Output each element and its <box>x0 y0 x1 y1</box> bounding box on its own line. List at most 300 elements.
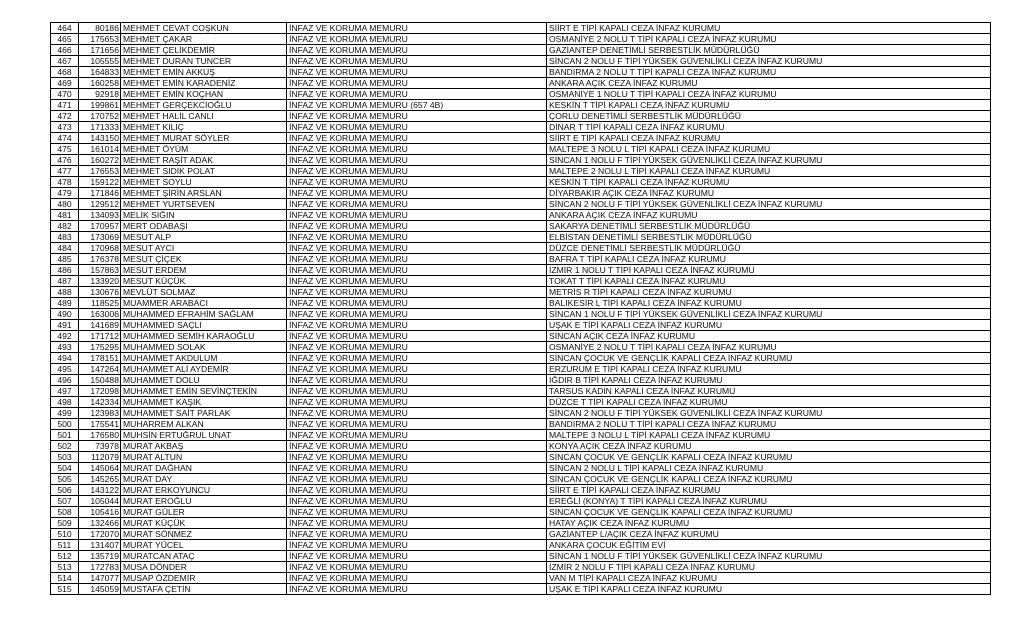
table-row <box>51 397 991 408</box>
job-title-cell: İNFAZ VE KORUMA MEMURU <box>287 122 547 133</box>
row-number-cell: 503 <box>51 452 79 463</box>
person-name-cell: MURAT ALTUN <box>121 452 287 463</box>
registry-number-cell: 175653 <box>79 34 121 45</box>
row-number-cell: 483 <box>51 232 79 243</box>
registry-number-cell: 175541 <box>79 419 121 430</box>
job-title-cell: İNFAZ VE KORUMA MEMURU <box>287 265 547 276</box>
registry-number-cell: 171656 <box>79 45 121 56</box>
registry-number-cell: 173069 <box>79 232 121 243</box>
row-number-cell: 486 <box>51 265 79 276</box>
institution-cell: ELBİSTAN DENETİMLİ SERBESTLİK MÜDÜRLÜĞÜ <box>547 232 991 243</box>
row-number-cell: 479 <box>51 188 79 199</box>
row-number-cell: 478 <box>51 177 79 188</box>
table-row <box>51 518 991 529</box>
institution-cell: BAFRA T TİPİ KAPALI CEZA İNFAZ KURUMU <box>547 254 991 265</box>
institution-cell: DÜZCE T TİPİ KAPALI CEZA İNFAZ KURUMU <box>547 397 991 408</box>
row-number-cell: 481 <box>51 210 79 221</box>
table-row <box>51 254 991 265</box>
row-number-cell: 501 <box>51 430 79 441</box>
table-row <box>51 188 991 199</box>
person-name-cell: MURAT AKBAŞ <box>121 441 287 452</box>
table-row <box>51 452 991 463</box>
institution-cell: SİNCAN 2 NOLU F TİPİ YÜKSEK GÜVENLİKLİ CEZA İNFAZ KURUMU <box>547 199 991 210</box>
person-name-cell: MUHARREM ALKAN <box>121 419 287 430</box>
table-row <box>51 309 991 320</box>
table-row <box>51 89 991 100</box>
row-number-cell: 476 <box>51 155 79 166</box>
registry-number-cell: 170752 <box>79 111 121 122</box>
table-row <box>51 540 991 551</box>
person-name-cell: MURAT YÜCEL <box>121 540 287 551</box>
job-title-cell: İNFAZ VE KORUMA MEMURU <box>287 188 547 199</box>
row-number-cell: 507 <box>51 496 79 507</box>
institution-cell: BANDIRMA 2 NOLU T TİPİ KAPALI CEZA İNFAZ KURUMU <box>547 67 991 78</box>
registry-number-cell: 160272 <box>79 155 121 166</box>
registry-number-cell: 172098 <box>79 386 121 397</box>
row-number-cell: 484 <box>51 243 79 254</box>
job-title-cell: İNFAZ VE KORUMA MEMURU <box>287 463 547 474</box>
institution-cell: METRİS R TİPİ KAPALI CEZA İNFAZ KURUMU <box>547 287 991 298</box>
institution-cell: BANDIRMA 2 NOLU T TİPİ KAPALI CEZA İNFAZ KURUMU <box>547 419 991 430</box>
registry-number-cell: 118525 <box>79 298 121 309</box>
row-number-cell: 505 <box>51 474 79 485</box>
table-row <box>51 496 991 507</box>
person-name-cell: MURAT EROĞLU <box>121 496 287 507</box>
institution-cell: TARSUS KADIN KAPALI CEZA İNFAZ KURUMU <box>547 386 991 397</box>
institution-cell: GAZİANTEP L/AÇIK CEZA İNFAZ KURUMU <box>547 529 991 540</box>
registry-number-cell: 105044 <box>79 496 121 507</box>
job-title-cell: İNFAZ VE KORUMA MEMURU <box>287 309 547 320</box>
table-row <box>51 584 991 595</box>
row-number-cell: 490 <box>51 309 79 320</box>
institution-cell: VAN M TİPİ KAPALI CEZA İNFAZ KURUMU <box>547 573 991 584</box>
institution-cell: BALIKESİR L TİPİ KAPALI CEZA İNFAZ KURUMU <box>547 298 991 309</box>
row-number-cell: 496 <box>51 375 79 386</box>
row-number-cell: 474 <box>51 133 79 144</box>
row-number-cell: 488 <box>51 287 79 298</box>
person-name-cell: MEHMET EMİN AKKUŞ <box>121 67 287 78</box>
job-title-cell: İNFAZ VE KORUMA MEMURU <box>287 364 547 375</box>
person-name-cell: MUHAMMET EMİN SEVİNÇTEKİN <box>121 386 287 397</box>
registry-number-cell: 132466 <box>79 518 121 529</box>
job-title-cell: İNFAZ VE KORUMA MEMURU <box>287 452 547 463</box>
registry-number-cell: 171712 <box>79 331 121 342</box>
registry-number-cell: 73978 <box>79 441 121 452</box>
job-title-cell: İNFAZ VE KORUMA MEMURU <box>287 562 547 573</box>
row-number-cell: 506 <box>51 485 79 496</box>
institution-cell: IĞDIR B TİPİ KAPALI CEZA İNFAZ KURUMU <box>547 375 991 386</box>
row-number-cell: 502 <box>51 441 79 452</box>
person-name-cell: MESUT ÇİÇEK <box>121 254 287 265</box>
row-number-cell: 499 <box>51 408 79 419</box>
registry-number-cell: 163006 <box>79 309 121 320</box>
row-number-cell: 487 <box>51 276 79 287</box>
institution-cell: MALTEPE 3 NOLU L TİPİ KAPALI CEZA İNFAZ KURUMU <box>547 144 991 155</box>
row-number-cell: 469 <box>51 78 79 89</box>
institution-cell: ANKARA AÇIK CEZA İNFAZ KURUMU <box>547 78 991 89</box>
row-number-cell: 491 <box>51 320 79 331</box>
registry-number-cell: 112079 <box>79 452 121 463</box>
job-title-cell: İNFAZ VE KORUMA MEMURU <box>287 243 547 254</box>
registry-number-cell: 129512 <box>79 199 121 210</box>
institution-cell: SİNCAN 2 NOLU F TİPİ YÜKSEK GÜVENLİKLİ CEZA İNFAZ KURUMU <box>547 408 991 419</box>
row-number-cell: 477 <box>51 166 79 177</box>
row-number-cell: 492 <box>51 331 79 342</box>
table-row <box>51 45 991 56</box>
person-name-cell: MUHAMMET AKDULUM <box>121 353 287 364</box>
personnel-table-body <box>51 23 991 595</box>
person-name-cell: MESUT ALP <box>121 232 287 243</box>
job-title-cell: İNFAZ VE KORUMA MEMURU <box>287 430 547 441</box>
table-row <box>51 298 991 309</box>
job-title-cell: İNFAZ VE KORUMA MEMURU <box>287 56 547 67</box>
registry-number-cell: 141689 <box>79 320 121 331</box>
institution-cell: EREĞLİ (KONYA) T TİPİ KAPALI CEZA İNFAZ KURUMU <box>547 496 991 507</box>
job-title-cell: İNFAZ VE KORUMA MEMURU <box>287 320 547 331</box>
job-title-cell: İNFAZ VE KORUMA MEMURU <box>287 507 547 518</box>
table-row <box>51 133 991 144</box>
person-name-cell: MESUT ERDEM <box>121 265 287 276</box>
table-row <box>51 34 991 45</box>
registry-number-cell: 147264 <box>79 364 121 375</box>
row-number-cell: 514 <box>51 573 79 584</box>
table-row <box>51 100 991 111</box>
institution-cell: HATAY AÇIK CEZA İNFAZ KURUMU <box>547 518 991 529</box>
person-name-cell: MUSAP ÖZDEMİR <box>121 573 287 584</box>
table-row <box>51 562 991 573</box>
job-title-cell: İNFAZ VE KORUMA MEMURU <box>287 166 547 177</box>
row-number-cell: 495 <box>51 364 79 375</box>
person-name-cell: MUHAMMET ALİ AYDEMİR <box>121 364 287 375</box>
table-row <box>51 419 991 430</box>
person-name-cell: MEHMET HALİL CANLI <box>121 111 287 122</box>
registry-number-cell: 123983 <box>79 408 121 419</box>
registry-number-cell: 157863 <box>79 265 121 276</box>
table-row <box>51 78 991 89</box>
row-number-cell: 468 <box>51 67 79 78</box>
person-name-cell: MEHMET ÇELİKDEMİR <box>121 45 287 56</box>
table-row <box>51 441 991 452</box>
job-title-cell: İNFAZ VE KORUMA MEMURU <box>287 111 547 122</box>
institution-cell: SİNCAN ÇOCUK VE GENÇLİK KAPALI CEZA İNFAZ KURUMU <box>547 507 991 518</box>
person-name-cell: MEHMET MURAT SÖYLER <box>121 133 287 144</box>
job-title-cell: İNFAZ VE KORUMA MEMURU <box>287 177 547 188</box>
job-title-cell: İNFAZ VE KORUMA MEMURU <box>287 45 547 56</box>
row-number-cell: 494 <box>51 353 79 364</box>
registry-number-cell: 142334 <box>79 397 121 408</box>
table-row <box>51 199 991 210</box>
institution-cell: SİNCAN ÇOCUK VE GENÇLİK KAPALI CEZA İNFAZ KURUMU <box>547 452 991 463</box>
job-title-cell: İNFAZ VE KORUMA MEMURU <box>287 573 547 584</box>
person-name-cell: MESUT AYCI <box>121 243 287 254</box>
registry-number-cell: 130676 <box>79 287 121 298</box>
registry-number-cell: 176580 <box>79 430 121 441</box>
table-row <box>51 287 991 298</box>
institution-cell: SİNCAN 1 NOLU F TİPİ YÜKSEK GÜVENLİKLİ CEZA İNFAZ KURUMU <box>547 309 991 320</box>
table-row <box>51 23 991 34</box>
person-name-cell: MEHMET KILIÇ <box>121 122 287 133</box>
table-row <box>51 375 991 386</box>
job-title-cell: İNFAZ VE KORUMA MEMURU <box>287 89 547 100</box>
registry-number-cell: 172070 <box>79 529 121 540</box>
registry-number-cell: 133920 <box>79 276 121 287</box>
institution-cell: MALTEPE 2 NOLU L TİPİ KAPALI CEZA İNFAZ KURUMU <box>547 166 991 177</box>
table-row <box>51 111 991 122</box>
registry-number-cell: 147077 <box>79 573 121 584</box>
person-name-cell: MEHMET DURAN TUNCER <box>121 56 287 67</box>
institution-cell: SİNCAN ÇOCUK VE GENÇLİK KAPALI CEZA İNFAZ KURUMU <box>547 474 991 485</box>
registry-number-cell: 145059 <box>79 584 121 595</box>
person-name-cell: MEHMET YURTSEVEN <box>121 199 287 210</box>
registry-number-cell: 161014 <box>79 144 121 155</box>
institution-cell: ERZURUM E TİPİ KAPALI CEZA İNFAZ KURUMU <box>547 364 991 375</box>
table-row <box>51 474 991 485</box>
person-name-cell: MEHMET RAŞİT ADAK <box>121 155 287 166</box>
job-title-cell: İNFAZ VE KORUMA MEMURU <box>287 221 547 232</box>
row-number-cell: 471 <box>51 100 79 111</box>
person-name-cell: MEHMET SIDIK POLAT <box>121 166 287 177</box>
person-name-cell: MURAT KÜÇÜK <box>121 518 287 529</box>
row-number-cell: 511 <box>51 540 79 551</box>
institution-cell: OSMANİYE 1 NOLU T TİPİ KAPALI CEZA İNFAZ KURUMU <box>547 89 991 100</box>
table-row <box>51 386 991 397</box>
person-name-cell: MEHMET EMİN KARADENİZ <box>121 78 287 89</box>
institution-cell: SİNCAN 2 NOLU L TİPİ KAPALI CEZA İNFAZ KURUMU <box>547 463 991 474</box>
table-row <box>51 320 991 331</box>
institution-cell: UŞAK E TİPİ KAPALI CEZA İNFAZ KURUMU <box>547 584 991 595</box>
institution-cell: OSMANİYE 2 NOLU T TİPİ KAPALI CEZA İNFAZ KURUMU <box>547 342 991 353</box>
job-title-cell: İNFAZ VE KORUMA MEMURU <box>287 441 547 452</box>
person-name-cell: MUHSİN ERTUĞRUL UNAT <box>121 430 287 441</box>
institution-cell: KESKİN T TİPİ KAPALI CEZA İNFAZ KURUMU <box>547 100 991 111</box>
registry-number-cell: 170968 <box>79 243 121 254</box>
table-row <box>51 67 991 78</box>
table-row <box>51 485 991 496</box>
table-row <box>51 232 991 243</box>
job-title-cell: İNFAZ VE KORUMA MEMURU <box>287 276 547 287</box>
person-name-cell: MEVLÜT SOLMAZ <box>121 287 287 298</box>
institution-cell: SİNCAN ÇOCUK VE GENÇLİK KAPALI CEZA İNFAZ KURUMU <box>547 353 991 364</box>
institution-cell: DÜZCE DENETİMLİ SERBESTLİK MÜDÜRLÜĞÜ <box>547 243 991 254</box>
table-row <box>51 56 991 67</box>
row-number-cell: 467 <box>51 56 79 67</box>
personnel-table <box>50 22 991 595</box>
row-number-cell: 509 <box>51 518 79 529</box>
institution-cell: KESKİN T TİPİ KAPALI CEZA İNFAZ KURUMU <box>547 177 991 188</box>
job-title-cell: İNFAZ VE KORUMA MEMURU <box>287 144 547 155</box>
row-number-cell: 489 <box>51 298 79 309</box>
registry-number-cell: 92918 <box>79 89 121 100</box>
registry-number-cell: 160258 <box>79 78 121 89</box>
row-number-cell: 515 <box>51 584 79 595</box>
person-name-cell: MUHAMMET SAİT PARLAK <box>121 408 287 419</box>
institution-cell: KONYA AÇIK CEZA İNFAZ KURUMU <box>547 441 991 452</box>
table-row <box>51 364 991 375</box>
job-title-cell: İNFAZ VE KORUMA MEMURU (657 4B) <box>287 100 547 111</box>
registry-number-cell: 135719 <box>79 551 121 562</box>
table-row <box>51 408 991 419</box>
institution-cell: SİNCAN 1 NOLU F TİPİ YÜKSEK GÜVENLİKLİ CEZA İNFAZ KURUMU <box>547 155 991 166</box>
person-name-cell: MUHAMMED SOLAK <box>121 342 287 353</box>
institution-cell: GAZİANTEP DENETİMLİ SERBESTLİK MÜDÜRLÜĞÜ <box>547 45 991 56</box>
institution-cell: DİNAR T TİPİ KAPALI CEZA İNFAZ KURUMU <box>547 122 991 133</box>
person-name-cell: MESUT KÜÇÜK <box>121 276 287 287</box>
table-row <box>51 331 991 342</box>
registry-number-cell: 143122 <box>79 485 121 496</box>
person-name-cell: MUHAMMED SEMİH KARAOĞLU <box>121 331 287 342</box>
institution-cell: ANKARA ÇOCUK EĞİTİM EVİ <box>547 540 991 551</box>
institution-cell: SİİRT E TİPİ KAPALI CEZA İNFAZ KURUMU <box>547 485 991 496</box>
job-title-cell: İNFAZ VE KORUMA MEMURU <box>287 386 547 397</box>
table-row <box>51 430 991 441</box>
institution-cell: SİNCAN AÇIK CEZA İNFAZ KURUMU <box>547 331 991 342</box>
registry-number-cell: 105555 <box>79 56 121 67</box>
job-title-cell: İNFAZ VE KORUMA MEMURU <box>287 529 547 540</box>
institution-cell: MALTEPE 3 NOLU L TİPİ KAPALI CEZA İNFAZ KURUMU <box>547 430 991 441</box>
table-row <box>51 221 991 232</box>
registry-number-cell: 131407 <box>79 540 121 551</box>
institution-cell: TOKAT T TİPİ KAPALI CEZA İNFAZ KURUMU <box>547 276 991 287</box>
job-title-cell: İNFAZ VE KORUMA MEMURU <box>287 397 547 408</box>
person-name-cell: MUHAMMED EFRAHİM SAĞLAM <box>121 309 287 320</box>
institution-cell: SAKARYA DENETİMLİ SERBESTLİK MÜDÜRLÜĞÜ <box>547 221 991 232</box>
table-row <box>51 122 991 133</box>
job-title-cell: İNFAZ VE KORUMA MEMURU <box>287 34 547 45</box>
job-title-cell: İNFAZ VE KORUMA MEMURU <box>287 23 547 34</box>
table-row <box>51 463 991 474</box>
person-name-cell: MUSTAFA ÇETİN <box>121 584 287 595</box>
job-title-cell: İNFAZ VE KORUMA MEMURU <box>287 331 547 342</box>
job-title-cell: İNFAZ VE KORUMA MEMURU <box>287 287 547 298</box>
registry-number-cell: 171333 <box>79 122 121 133</box>
registry-number-cell: 164833 <box>79 67 121 78</box>
job-title-cell: İNFAZ VE KORUMA MEMURU <box>287 518 547 529</box>
job-title-cell: İNFAZ VE KORUMA MEMURU <box>287 254 547 265</box>
job-title-cell: İNFAZ VE KORUMA MEMURU <box>287 67 547 78</box>
person-name-cell: MURAT SÖNMEZ <box>121 529 287 540</box>
job-title-cell: İNFAZ VE KORUMA MEMURU <box>287 474 547 485</box>
registry-number-cell: 178151 <box>79 353 121 364</box>
registry-number-cell: 143150 <box>79 133 121 144</box>
job-title-cell: İNFAZ VE KORUMA MEMURU <box>287 342 547 353</box>
person-name-cell: MEHMET EMİN KOÇHAN <box>121 89 287 100</box>
row-number-cell: 500 <box>51 419 79 430</box>
institution-cell: İZMİR 1 NOLU T TİPİ KAPALI CEZA İNFAZ KURUMU <box>547 265 991 276</box>
row-number-cell: 510 <box>51 529 79 540</box>
job-title-cell: İNFAZ VE KORUMA MEMURU <box>287 133 547 144</box>
person-name-cell: MEHMET SOYLU <box>121 177 287 188</box>
job-title-cell: İNFAZ VE KORUMA MEMURU <box>287 485 547 496</box>
person-name-cell: MEHMET ŞİRİN ARSLAN <box>121 188 287 199</box>
job-title-cell: İNFAZ VE KORUMA MEMURU <box>287 298 547 309</box>
person-name-cell: MERT ODABAŞI <box>121 221 287 232</box>
registry-number-cell: 171846 <box>79 188 121 199</box>
job-title-cell: İNFAZ VE KORUMA MEMURU <box>287 496 547 507</box>
job-title-cell: İNFAZ VE KORUMA MEMURU <box>287 408 547 419</box>
row-number-cell: 466 <box>51 45 79 56</box>
row-number-cell: 482 <box>51 221 79 232</box>
institution-cell: DİYARBAKIR AÇIK CEZA İNFAZ KURUMU <box>547 188 991 199</box>
table-row <box>51 573 991 584</box>
registry-number-cell: 199861 <box>79 100 121 111</box>
table-row <box>51 177 991 188</box>
person-name-cell: MUHAMMET KAŞIK <box>121 397 287 408</box>
registry-number-cell: 175295 <box>79 342 121 353</box>
person-name-cell: MEHMET GERÇEKCİOĞLU <box>121 100 287 111</box>
row-number-cell: 485 <box>51 254 79 265</box>
institution-cell: SİNCAN 1 NOLU F TİPİ YÜKSEK GÜVENLİKLİ CEZA İNFAZ KURUMU <box>547 551 991 562</box>
job-title-cell: İNFAZ VE KORUMA MEMURU <box>287 540 547 551</box>
row-number-cell: 497 <box>51 386 79 397</box>
registry-number-cell: 176553 <box>79 166 121 177</box>
job-title-cell: İNFAZ VE KORUMA MEMURU <box>287 551 547 562</box>
person-name-cell: MEHMET ÖYÜM <box>121 144 287 155</box>
table-row <box>51 265 991 276</box>
registry-number-cell: 170957 <box>79 221 121 232</box>
registry-number-cell: 105416 <box>79 507 121 518</box>
registry-number-cell: 145265 <box>79 474 121 485</box>
registry-number-cell: 134093 <box>79 210 121 221</box>
institution-cell: ANKARA AÇIK CEZA İNFAZ KURUMU <box>547 210 991 221</box>
person-name-cell: MELİK SIĞIN <box>121 210 287 221</box>
registry-number-cell: 150488 <box>79 375 121 386</box>
job-title-cell: İNFAZ VE KORUMA MEMURU <box>287 155 547 166</box>
registry-number-cell: 172783 <box>79 562 121 573</box>
job-title-cell: İNFAZ VE KORUMA MEMURU <box>287 375 547 386</box>
registry-number-cell: 80186 <box>79 23 121 34</box>
row-number-cell: 508 <box>51 507 79 518</box>
row-number-cell: 504 <box>51 463 79 474</box>
person-name-cell: MUHAMMET DOLU <box>121 375 287 386</box>
row-number-cell: 498 <box>51 397 79 408</box>
row-number-cell: 465 <box>51 34 79 45</box>
table-row <box>51 551 991 562</box>
row-number-cell: 512 <box>51 551 79 562</box>
table-row <box>51 243 991 254</box>
table-row <box>51 276 991 287</box>
job-title-cell: İNFAZ VE KORUMA MEMURU <box>287 210 547 221</box>
row-number-cell: 513 <box>51 562 79 573</box>
table-row <box>51 342 991 353</box>
table-row <box>51 166 991 177</box>
person-name-cell: MURAT DAY <box>121 474 287 485</box>
institution-cell: OSMANİYE 2 NOLU T TİPİ KAPALI CEZA İNFAZ KURUMU <box>547 34 991 45</box>
job-title-cell: İNFAZ VE KORUMA MEMURU <box>287 419 547 430</box>
institution-cell: SİİRT E TİPİ KAPALI CEZA İNFAZ KURUMU <box>547 133 991 144</box>
registry-number-cell: 176378 <box>79 254 121 265</box>
institution-cell: SİİRT E TİPİ KAPALI CEZA İNFAZ KURUMU <box>547 23 991 34</box>
person-name-cell: MUSA DÖNDER <box>121 562 287 573</box>
row-number-cell: 493 <box>51 342 79 353</box>
job-title-cell: İNFAZ VE KORUMA MEMURU <box>287 199 547 210</box>
institution-cell: UŞAK E TİPİ KAPALI CEZA İNFAZ KURUMU <box>547 320 991 331</box>
person-name-cell: MURAT DAĞHAN <box>121 463 287 474</box>
registry-number-cell: 145064 <box>79 463 121 474</box>
row-number-cell: 473 <box>51 122 79 133</box>
row-number-cell: 470 <box>51 89 79 100</box>
institution-cell: ÇORLU DENETİMLİ SERBESTLİK MÜDÜRLÜĞÜ <box>547 111 991 122</box>
job-title-cell: İNFAZ VE KORUMA MEMURU <box>287 232 547 243</box>
job-title-cell: İNFAZ VE KORUMA MEMURU <box>287 78 547 89</box>
table-row <box>51 155 991 166</box>
person-name-cell: MEHMET CEVAT COŞKUN <box>121 23 287 34</box>
registry-number-cell: 159122 <box>79 177 121 188</box>
person-name-cell: MEHMET ÇAKAR <box>121 34 287 45</box>
person-name-cell: MURAT ERKOYUNCU <box>121 485 287 496</box>
person-name-cell: MURAT GÜLER <box>121 507 287 518</box>
table-row <box>51 529 991 540</box>
person-name-cell: MUAMMER ARABACI <box>121 298 287 309</box>
